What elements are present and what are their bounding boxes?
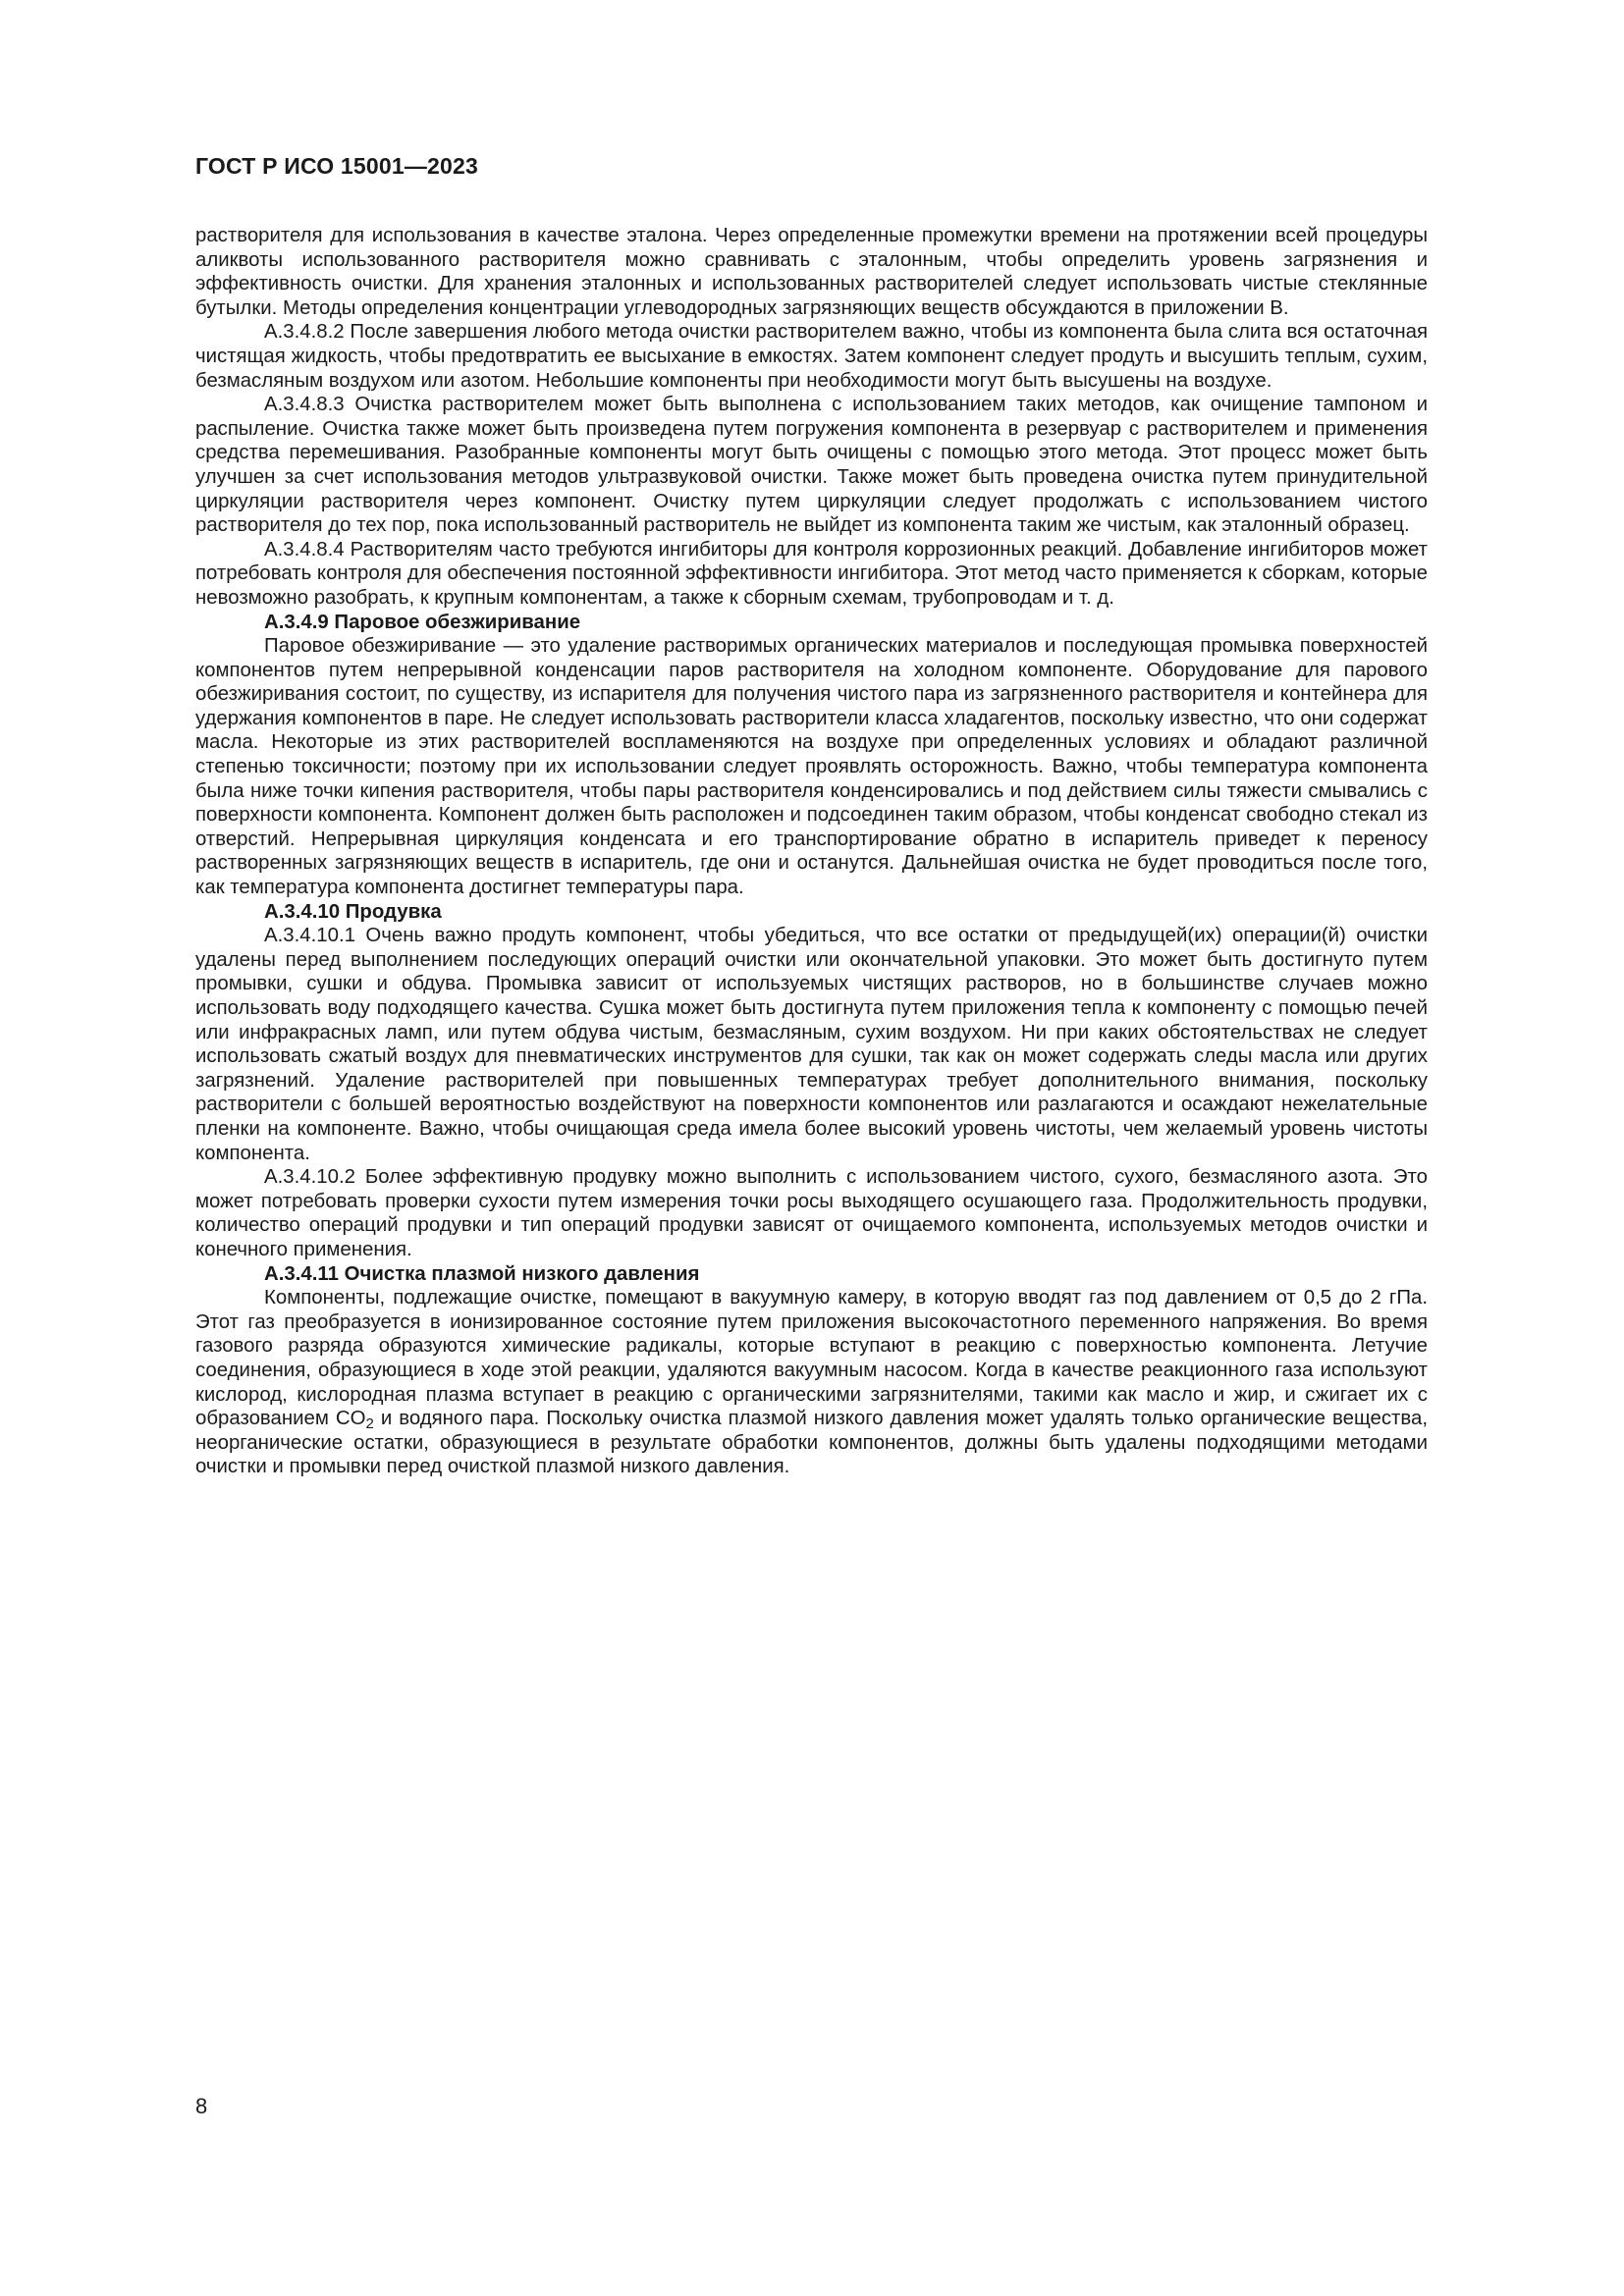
- plasma-text-after: и водяного пара. Поскольку очистка плазмой низкого давления может удалять только органические вещества, неорганические остатки, образующиеся в результате обработки компонентов, должны быть удалены подходящими методами очистки и промывки перед очисткой плазмой низкого давления.: [195, 1408, 1428, 1478]
- standard-header: ГОСТ Р ИСО 15001—2023: [195, 153, 479, 179]
- paragraph-continuation: растворителя для использования в качестве эталона. Через определенные промежутки времени на протяжении всей процедуры аликвоты использованного растворителя можно сравнивать с эталонным, чтобы определить уровень загрязнения и эффективность очистки. Для хранения эталонных и использованных растворителей следует использовать чистые стеклянные бутылки. Методы определения концентрации углеводородных загрязняющих веществ обсуждаются в приложении В.: [195, 225, 1428, 319]
- page-number: 8: [195, 2094, 208, 2118]
- plasma-text-before: Компоненты, подлежащие очистке, помещают в вакуумную камеру, в которую вводят газ под давлением от 0,5 до 2 гПа. Этот газ преобразуется в ионизированное состояние путем приложения высокочастотного переменного напряжения. Во время газового разряда образуются химические радикалы, которые вступают в реакцию с поверхностью компонента. Летучие соединения, образующиеся в ходе этой реакции, удаляются вакуумным насосом. Когда в качестве реакционного газа используют кислород, кислородная плазма вступает в реакцию с органическими загрязнителями, такими как масло и жир, и сжигает их с образованием CO: [195, 1287, 1428, 1430]
- heading-a-3-4-10: А.3.4.10 Продувка: [264, 900, 442, 923]
- paragraph-low-pressure-plasma: [195, 1286, 1428, 1479]
- paragraph-a-3-4-8-2: А.3.4.8.2 После завершения любого метода очистки растворителем важно, чтобы из компонента была слита вся остаточная чистящая жидкость, чтобы предотвратить ее высыхание в емкостях. Затем компонент следует продуть и высушить теплым, сухим, безмасляным воздухом или азотом. Небольшие компоненты при необходимости могут быть высушены на воздухе.: [195, 321, 1428, 392]
- document-body: [195, 224, 1428, 1479]
- paragraph-a-3-4-10-1: А.3.4.10.1 Очень важно продуть компонент, чтобы убедиться, что все остатки от предыдущей(их) операции(й) очистки удалены перед выполнением последующих операций очистки или окончательной упаковки. Это может быть достигнуто путем промывки, сушки и обдува. Промывка зависит от используемых чистящих растворов, но в большинстве случаев можно использовать воду подходящего качества. Сушка может быть достигнута путем приложения тепла к компоненту с помощью печей или инфракрасных ламп, или путем обдува чистым, безмасляным, сухим воздухом. Ни при каких обстоятельствах не следует использовать сжатый воздух для пневматических инструментов для сушки, так как он может содержать следы масла или других загрязнений. Удаление растворителей при повышенных температурах требует дополнительного внимания, поскольку растворители с большей вероятностью воздействуют на поверхности компонентов или разлагаются и осаждают нежелательные пленки на компоненте. Важно, чтобы очищающая среда имела более высокий уровень чистоты, чем желаемый уровень чистоты компонента.: [195, 925, 1428, 1164]
- paragraph-vapor-degreasing: Паровое обезжиривание — это удаление растворимых органических материалов и последующая промывка поверхностей компонентов путем непрерывной конденсации паров растворителя на холодном компоненте. Оборудование для парового обезжиривания состоит, по существу, из испарителя для получения чистого пара из загрязненного растворителя и контейнера для удержания компонентов в паре. Не следует использовать растворители класса хладагентов, поскольку известно, что они содержат масла. Некоторые из этих растворителей воспламеняются на воздухе при определенных условиях и обладают различной степенью токсичности; поэтому при их использовании следует проявлять осторожность. Важно, чтобы температура компонента была ниже точки кипения растворителя, чтобы пары растворителя конденсировались и под действием силы тяжести смывались с поверхности компонента. Компонент должен быть расположен и подсоединен таким образом, чтобы конденсат свободно стекал из отверстий. Непрерывная циркуляция конденсата и его транспортирование обратно в испаритель приведет к переносу растворенных загрязняющих веществ в испаритель, где они и останутся. Дальнейшая очистка не будет проводиться после того, как температура компонента достигнет температуры пара.: [195, 635, 1428, 899]
- heading-a-3-4-11: А.3.4.11 Очистка плазмой низкого давления: [264, 1262, 700, 1285]
- heading-a-3-4-9: А.3.4.9 Паровое обезжиривание: [264, 611, 581, 633]
- paragraph-a-3-4-8-3: А.3.4.8.3 Очистка растворителем может быть выполнена с использованием таких методов, как очищение тампоном и распыление. Очистка также может быть произведена путем погружения компонента в резервуар с растворителем и применения средства перемешивания. Разобранные компоненты могут быть очищены с помощью этого метода. Этот процесс может быть улучшен за счет использования методов ультразвуковой очистки. Также может быть проведена очистка путем принудительной циркуляции растворителя через компонент. Очистку путем циркуляции следует продолжать с использованием чистого растворителя до тех пор, пока использованный растворитель не выйдет из компонента таким же чистым, как эталонный образец.: [195, 394, 1428, 537]
- paragraph-a-3-4-8-4: А.3.4.8.4 Растворителям часто требуются ингибиторы для контроля коррозионных реакций. Добавление ингибиторов может потребовать контроля для обеспечения постоянной эффективности ингибитора. Этот метод часто применяется к сборкам, которые невозможно разобрать, к крупным компонентам, а также к сборным схемам, трубопроводам и т. д.: [195, 538, 1428, 609]
- paragraph-a-3-4-10-2: А.3.4.10.2 Более эффективную продувку можно выполнить с использованием чистого, сухого, безмасляного азота. Это может потребовать проверки сухости путем измерения точки росы выходящего осушающего газа. Продолжительность продувки, количество операций продувки и тип операций продувки зависят от очищаемого компонента, используемых методов очистки и конечного применения.: [195, 1166, 1428, 1260]
- co2-subscript: 2: [365, 1415, 374, 1433]
